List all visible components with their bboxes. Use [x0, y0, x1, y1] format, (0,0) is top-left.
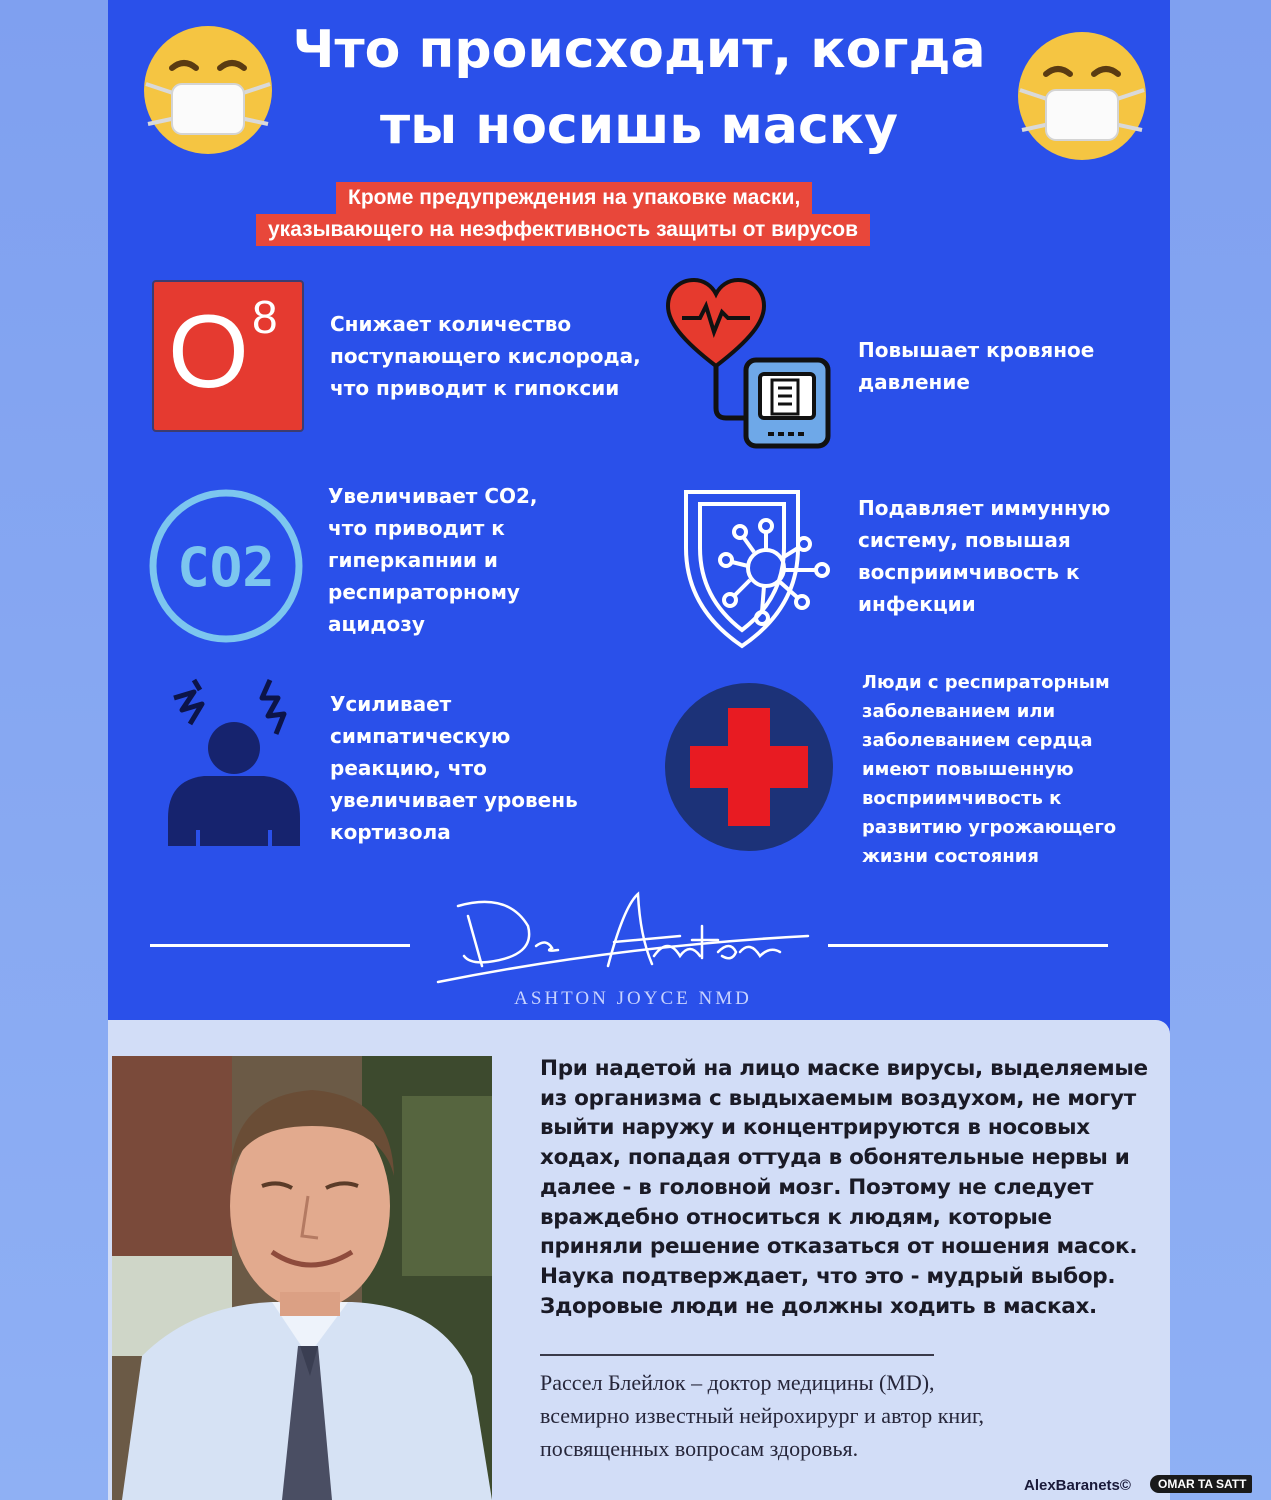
feature-line: Подавляет иммунную — [858, 496, 1111, 520]
credit-divider — [540, 1354, 934, 1356]
feature-line: Люди с респираторным — [862, 672, 1110, 693]
feature-respiratory-text — [862, 668, 1116, 871]
mask-face-emoji-left — [142, 24, 274, 156]
stressed-person-icon — [164, 670, 304, 846]
feature-immune-text — [858, 492, 1110, 620]
feature-line: восприимчивость к — [858, 560, 1080, 584]
doctor-photo — [112, 1056, 492, 1500]
feature-line: заболеванием или — [862, 701, 1056, 722]
o8-letter: O — [168, 294, 249, 410]
quote-line: Наука подтверждает, что это - мудрый выбор. — [540, 1263, 1116, 1289]
poster-title — [268, 12, 1010, 164]
feature-line: симпатическую — [330, 724, 511, 748]
credit-line: Рассел Блейлок – доктор медицины (MD), — [540, 1370, 935, 1395]
feature-line: что приводит к — [328, 516, 505, 540]
feature-co2-text — [328, 480, 538, 640]
quote-line: Здоровые люди не должны ходить в масках. — [540, 1293, 1097, 1319]
subtitle-line-1: Кроме предупреждения на упаковке маски, — [336, 182, 812, 214]
feature-line: давление — [858, 370, 970, 394]
watermark-tag: OMAR TA SATT — [1150, 1475, 1252, 1493]
title-line-2: ты носишь маску — [380, 96, 898, 156]
feature-cortisol-text — [330, 688, 578, 848]
poster — [108, 0, 1170, 1500]
feature-oxygen-text — [330, 308, 641, 404]
signature-script — [418, 886, 818, 986]
quote-line: При надетой на лицо маске вирусы, выделяемые — [540, 1056, 1148, 1081]
o8-icon — [152, 280, 304, 432]
feature-line: что приводит к гипоксии — [330, 376, 620, 400]
quote-line: ходах, попадая оттуда в обонятельные нервы и — [540, 1145, 1130, 1171]
signature-rule-left — [150, 944, 410, 947]
feature-line: имеют повышенную — [862, 759, 1074, 780]
feature-line: систему, повышая — [858, 528, 1071, 552]
feature-line: Увеличивает СО2, — [328, 484, 538, 508]
quote-line: из организма с выдыхаемым воздухом, не могут — [540, 1085, 1136, 1111]
feature-line: Повышает кровяное — [858, 338, 1095, 362]
co2-icon-label: CO2 — [177, 536, 275, 599]
credit-line: посвященных вопросам здоровья. — [540, 1436, 859, 1461]
quote-line: враждебно относиться к людям, которые — [540, 1204, 1052, 1230]
title-line-1: Что происходит, когда — [292, 20, 986, 80]
signature-name: ASHTON JOYCE NMD — [514, 988, 752, 1009]
blood-pressure-icon — [664, 278, 834, 450]
feature-line: заболеванием сердца — [862, 730, 1093, 751]
feature-line: Снижает количество — [330, 312, 572, 336]
feature-line: увеличивает уровень — [330, 788, 578, 812]
quote-panel — [108, 1020, 1170, 1500]
feature-line: развитию угрожающего — [862, 817, 1117, 838]
feature-line: гиперкапнии и — [328, 548, 498, 572]
feature-line: кортизола — [330, 820, 451, 844]
feature-line: восприимчивость к — [862, 788, 1062, 809]
mask-face-emoji-right — [1016, 30, 1148, 162]
feature-line: инфекции — [858, 592, 976, 616]
feature-line: жизни состояния — [862, 846, 1039, 867]
feature-line: ацидозу — [328, 612, 425, 636]
credit-line: всемирно известный нейрохирург и автор книг, — [540, 1403, 985, 1428]
o8-superscript: 8 — [252, 291, 278, 343]
subtitle-line-2: указывающего на неэффективность защиты от вирусов — [256, 214, 870, 246]
quote-line: выйти наружу и концентрируются в носовых — [540, 1115, 1090, 1141]
quote-line: приняли решение отказаться от ношения масок. — [540, 1234, 1138, 1260]
feature-blood-pressure-text — [858, 334, 1094, 398]
feature-line: Усиливает — [330, 692, 452, 716]
signature-rule-right — [828, 944, 1108, 947]
feature-line: респираторному — [328, 580, 520, 604]
feature-line: реакцию, что — [330, 756, 487, 780]
feature-line: поступающего кислорода, — [330, 344, 641, 368]
co2-icon — [148, 488, 304, 644]
credit-text — [540, 1366, 1160, 1465]
quote-text — [540, 1054, 1160, 1321]
medical-cross-icon — [664, 682, 834, 852]
quote-line: далее - в головной мозг. Поэтому не следует — [540, 1174, 1094, 1200]
watermark-author: AlexBaranets© — [1024, 1477, 1131, 1494]
virus-shield-icon — [682, 488, 838, 650]
